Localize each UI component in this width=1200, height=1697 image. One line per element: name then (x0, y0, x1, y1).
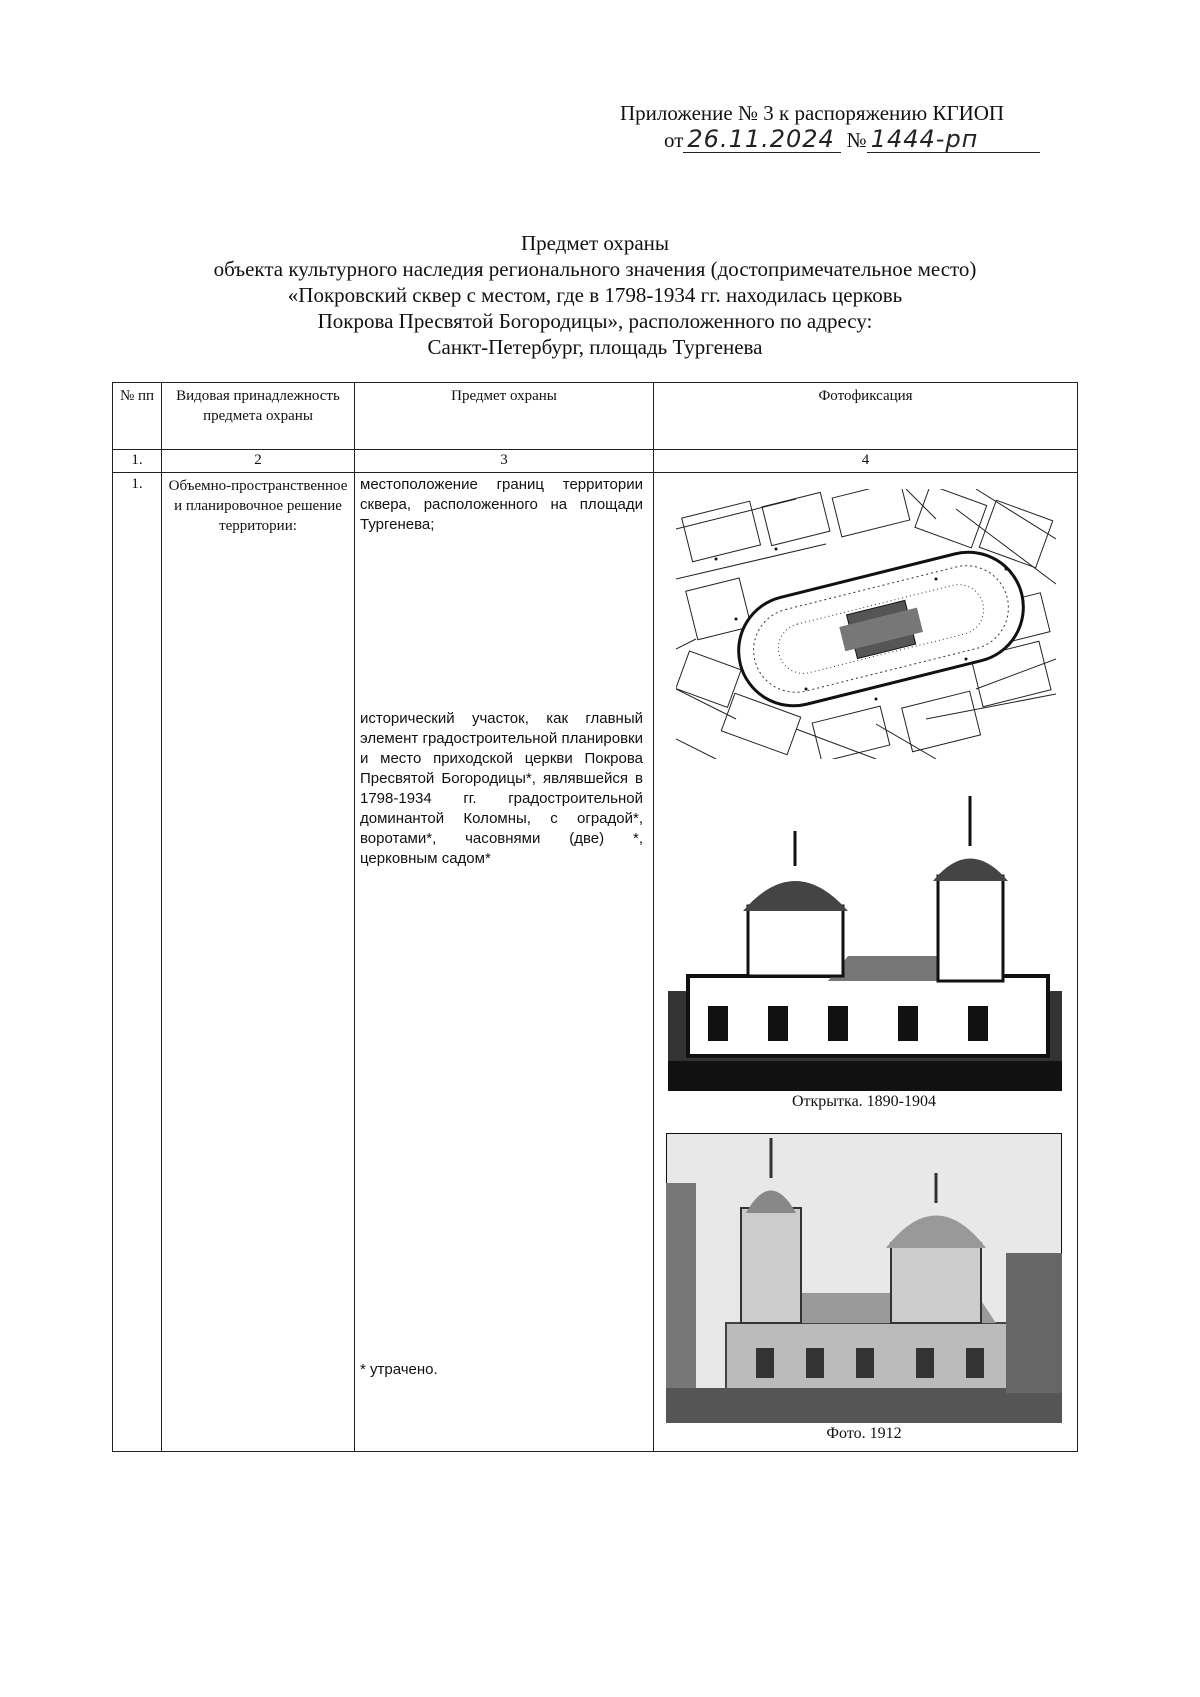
subject-boundaries: местоположение границ территории сквера, расположенного на площади Тургенева; (360, 476, 643, 533)
column-number: 4 (654, 450, 1078, 473)
column-number-row (113, 450, 1078, 473)
row-subject-cell (355, 473, 654, 1452)
row-number: 1. (113, 473, 162, 1452)
church-postcard-image (668, 791, 1062, 1091)
handwritten-date: 26.11.2024 (683, 126, 841, 153)
row-photo-cell (654, 473, 1078, 1452)
row-kind: Объемно-пространственное и планировочное решение территории: (162, 473, 355, 1452)
lost-note: * утрачено. (360, 1361, 438, 1378)
appendix-line: Приложение № 3 к распоряжению КГИОП (620, 101, 1005, 125)
header-kind: Видовая принадлежность предмета охраны (162, 383, 355, 450)
column-number: 1. (113, 450, 162, 473)
handwritten-number: 1444-рп (867, 126, 1040, 153)
column-number: 2 (162, 450, 355, 473)
appendix-header (620, 100, 1120, 153)
table-row (113, 473, 1078, 1452)
title-line-3: «Покровский сквер с местом, где в 1798-1934 гг. находилась церковь (287, 283, 903, 307)
header-photo: Фотофиксация (654, 383, 1078, 450)
church-photo-1912-image (666, 1133, 1062, 1423)
number-prefix: № (846, 128, 867, 152)
title-line-4: Покрова Пресвятой Богородицы», расположенного по адресу: (317, 309, 873, 333)
protection-table (112, 382, 1078, 1452)
table-header-row (113, 383, 1078, 450)
date-prefix: от (664, 128, 684, 152)
header-subject: Предмет охраны (355, 383, 654, 450)
photo-caption: Фото. 1912 (826, 1425, 902, 1442)
title-line-5: Санкт-Петербург, площадь Тургенева (427, 335, 763, 359)
title-line-2: объекта культурного наследия регионального значения (достопримечательное место) (213, 257, 977, 281)
column-number: 3 (355, 450, 654, 473)
site-plan-map (676, 489, 1056, 759)
appendix-date-line (664, 126, 1120, 153)
header-number: № пп (113, 383, 162, 450)
document-title (90, 230, 1100, 360)
title-line-1: Предмет охраны (520, 231, 670, 255)
subject-historic-site: исторический участок, как главный элемент градостроительной планировки и место приходской церкви Покрова Пресвятой Богородицы*, являвшейся в 1798-1934 гг. градостроительной доминантой Коломны, с оградой*, воротами*, часовнями (две) *, церковным садом* (360, 710, 643, 867)
postcard-caption: Открытка. 1890-1904 (791, 1093, 937, 1110)
